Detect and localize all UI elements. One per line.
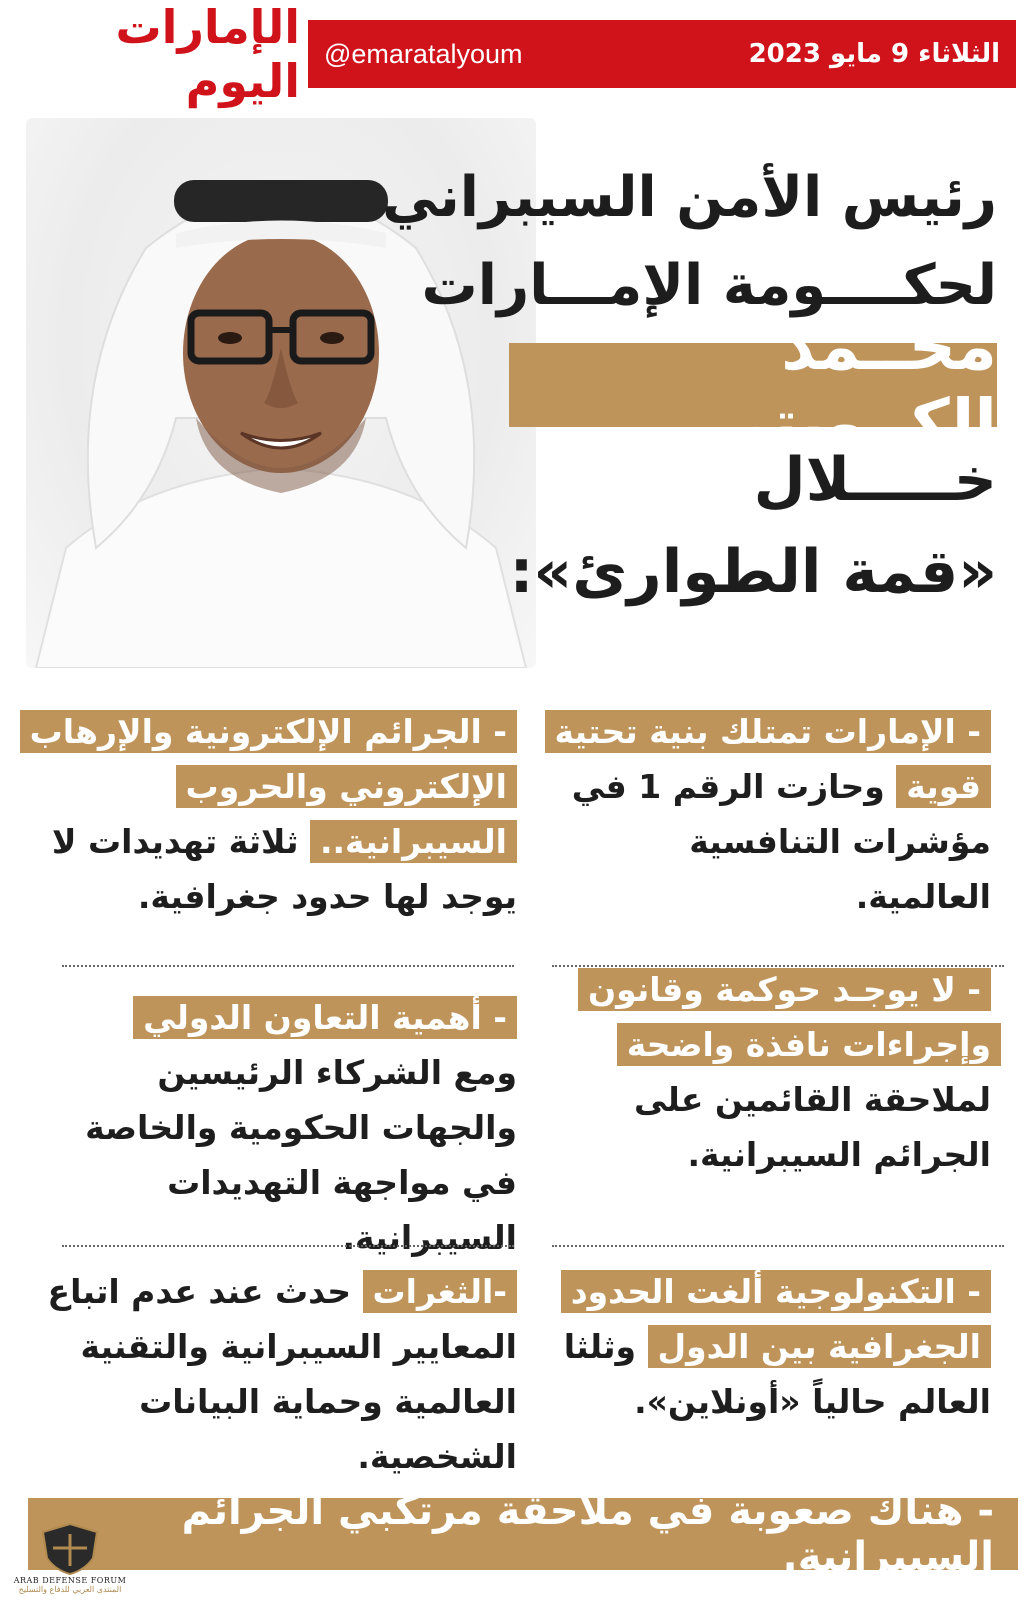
bullet-highlight: - لا يوجـد حوكمة وقانون وإجراءات نافذة واضحة	[578, 968, 1001, 1066]
bullet-right-3	[551, 1264, 991, 1429]
publication-date: الثلاثاء 9 مايو 2023	[748, 39, 1000, 69]
bullet-left-2	[37, 990, 517, 1265]
bullet-left-1	[19, 704, 517, 924]
bullet-body: وثلثا العالم حالياً «أونلاين».	[563, 1327, 991, 1421]
divider	[62, 1245, 514, 1247]
newspaper-logo	[8, 0, 300, 108]
divider	[552, 1245, 1004, 1247]
divider	[62, 965, 514, 967]
title-line-4: «قمة الطوارئ»:	[509, 537, 997, 607]
bullet-highlight: - الجرائم الإلكترونية والإرهاب الإلكتروني والحروب السيبرانية..	[20, 710, 517, 863]
bullet-highlight: - التكنولوجية ألغت الحدود الجغرافية بين الدول	[561, 1270, 991, 1368]
bullet-body: حدث عند عدم اتباع المعايير السيبرانية والتقنية العالمية وحماية البيانات الشخصية.	[47, 1272, 517, 1476]
logo-text: الإمارات اليوم	[115, 0, 300, 108]
bullet-right-1	[551, 704, 991, 924]
title-line-1: رئيس الأمن السيبراني	[382, 165, 997, 230]
bullet-right-2	[551, 962, 991, 1182]
person-name: محــمد الكــويتي	[509, 343, 997, 427]
watermark-logo	[8, 1490, 132, 1594]
bullet-body: ومع الشركاء الرئيسين والجهات الحكومية والخاصة في مواجهة التهديدات السيبرانية.	[85, 1053, 517, 1257]
bullet-highlight: -الثغرات	[363, 1270, 518, 1313]
bullet-highlight: - أهمية التعاون الدولي	[133, 996, 517, 1039]
footer-highlight-bar	[28, 1488, 1018, 1580]
bullet-left-3	[47, 1264, 517, 1484]
watermark-text-ar: المنتدى العربي للدفاع والتسليح	[18, 1585, 122, 1594]
social-handle: @emaratalyoum	[324, 38, 523, 69]
title-line-2: لحكــــومة الإمـــارات	[421, 253, 997, 318]
title-line-3: خـــــلال	[753, 445, 997, 515]
bullet-body: وحازت الرقم 1 في مؤشرات التنافسية العالمية.	[571, 767, 991, 916]
header-bar	[308, 20, 1016, 88]
footer-text: - هناك صعوبة في ملاحقة مرتكبي الجرائم السيبرانية.	[181, 1488, 994, 1580]
bullet-body: لملاحقة القائمين على الجرائم السيبرانية.	[633, 1080, 991, 1174]
shield-icon	[35, 1520, 105, 1576]
bullet-body: ثلاثة تهديدات لا يوجد لها حدود جغرافية.	[51, 822, 517, 916]
bullet-highlight: - الإمارات تمتلك بنية تحتية قوية	[545, 710, 992, 808]
watermark-text-en: ARAB DEFENSE FORUM	[13, 1576, 127, 1585]
